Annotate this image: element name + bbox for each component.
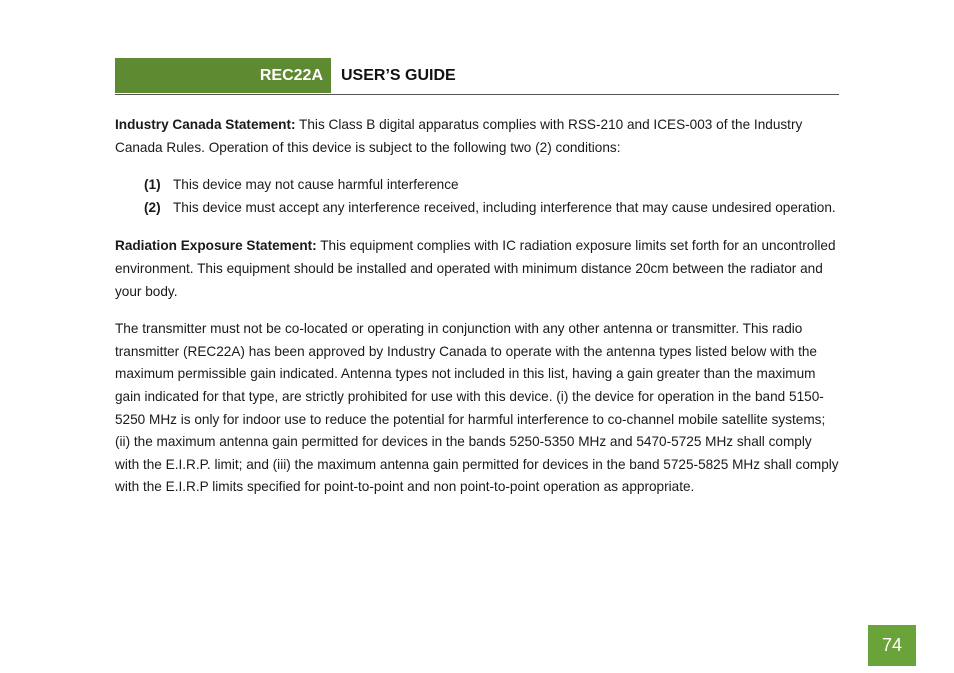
radiation-label: Radiation Exposure Statement: [115,238,317,254]
condition-number: (2) [144,199,161,215]
model-label: REC22A [115,58,331,93]
page-number-badge: 74 [868,625,916,666]
transmitter-paragraph: The transmitter must not be co-located or operating in conjunction with any other antenna or transmitter. This radio transmitter (REC22A) has been approved by Industry Canada to operate with the antenna types listed below with the maximum permissible gain indicated. Antenna types not included in this list, having a gain greater than the maximum gain indicated for that type, are strictly prohibited for use with this device. (i) the device for operation in the band 5150-5250 MHz is only for indoor use to reduce the potential for harmful interference to co-channel mobile satellite systems; (ii) the maximum antenna gain permitted for devices in the bands 5250-5350 MHz and 5470-5725 MHz shall comply with the E.I.R.P. limit; and (iii) the maximum antenna gain permitted for devices in the band 5725-5825 MHz shall comply with the E.I.R.P limits specified for point-to-point and non point-to-point operation as appropriate. [115,321,839,495]
conditions-list [115,174,839,219]
condition-number: (1) [144,177,161,193]
industry-canada-paragraph [115,114,839,159]
condition-text: This device must accept any interference received, including interference that may cause undesired operation. [173,199,836,215]
industry-canada-label: Industry Canada Statement: [115,117,296,132]
industry-canada-text: This Class B digital apparatus complies with RSS-210 and ICES-003 of the Industry Canada Rules. Operation of this device is subject to the following two (2) conditions: [115,117,803,155]
page-header [115,58,839,95]
guide-title: USER’S GUIDE [341,66,456,84]
list-item [115,197,839,220]
list-item [115,174,839,197]
condition-text: This device may not cause harmful interference [173,177,459,193]
radiation-paragraph [115,235,839,303]
document-body [115,114,839,499]
radiation-text: This equipment complies with IC radiation exposure limits set forth for an uncontrolled environment. This equipment should be installed and operated with minimum distance 20cm between the radiator and your body. [115,238,836,299]
